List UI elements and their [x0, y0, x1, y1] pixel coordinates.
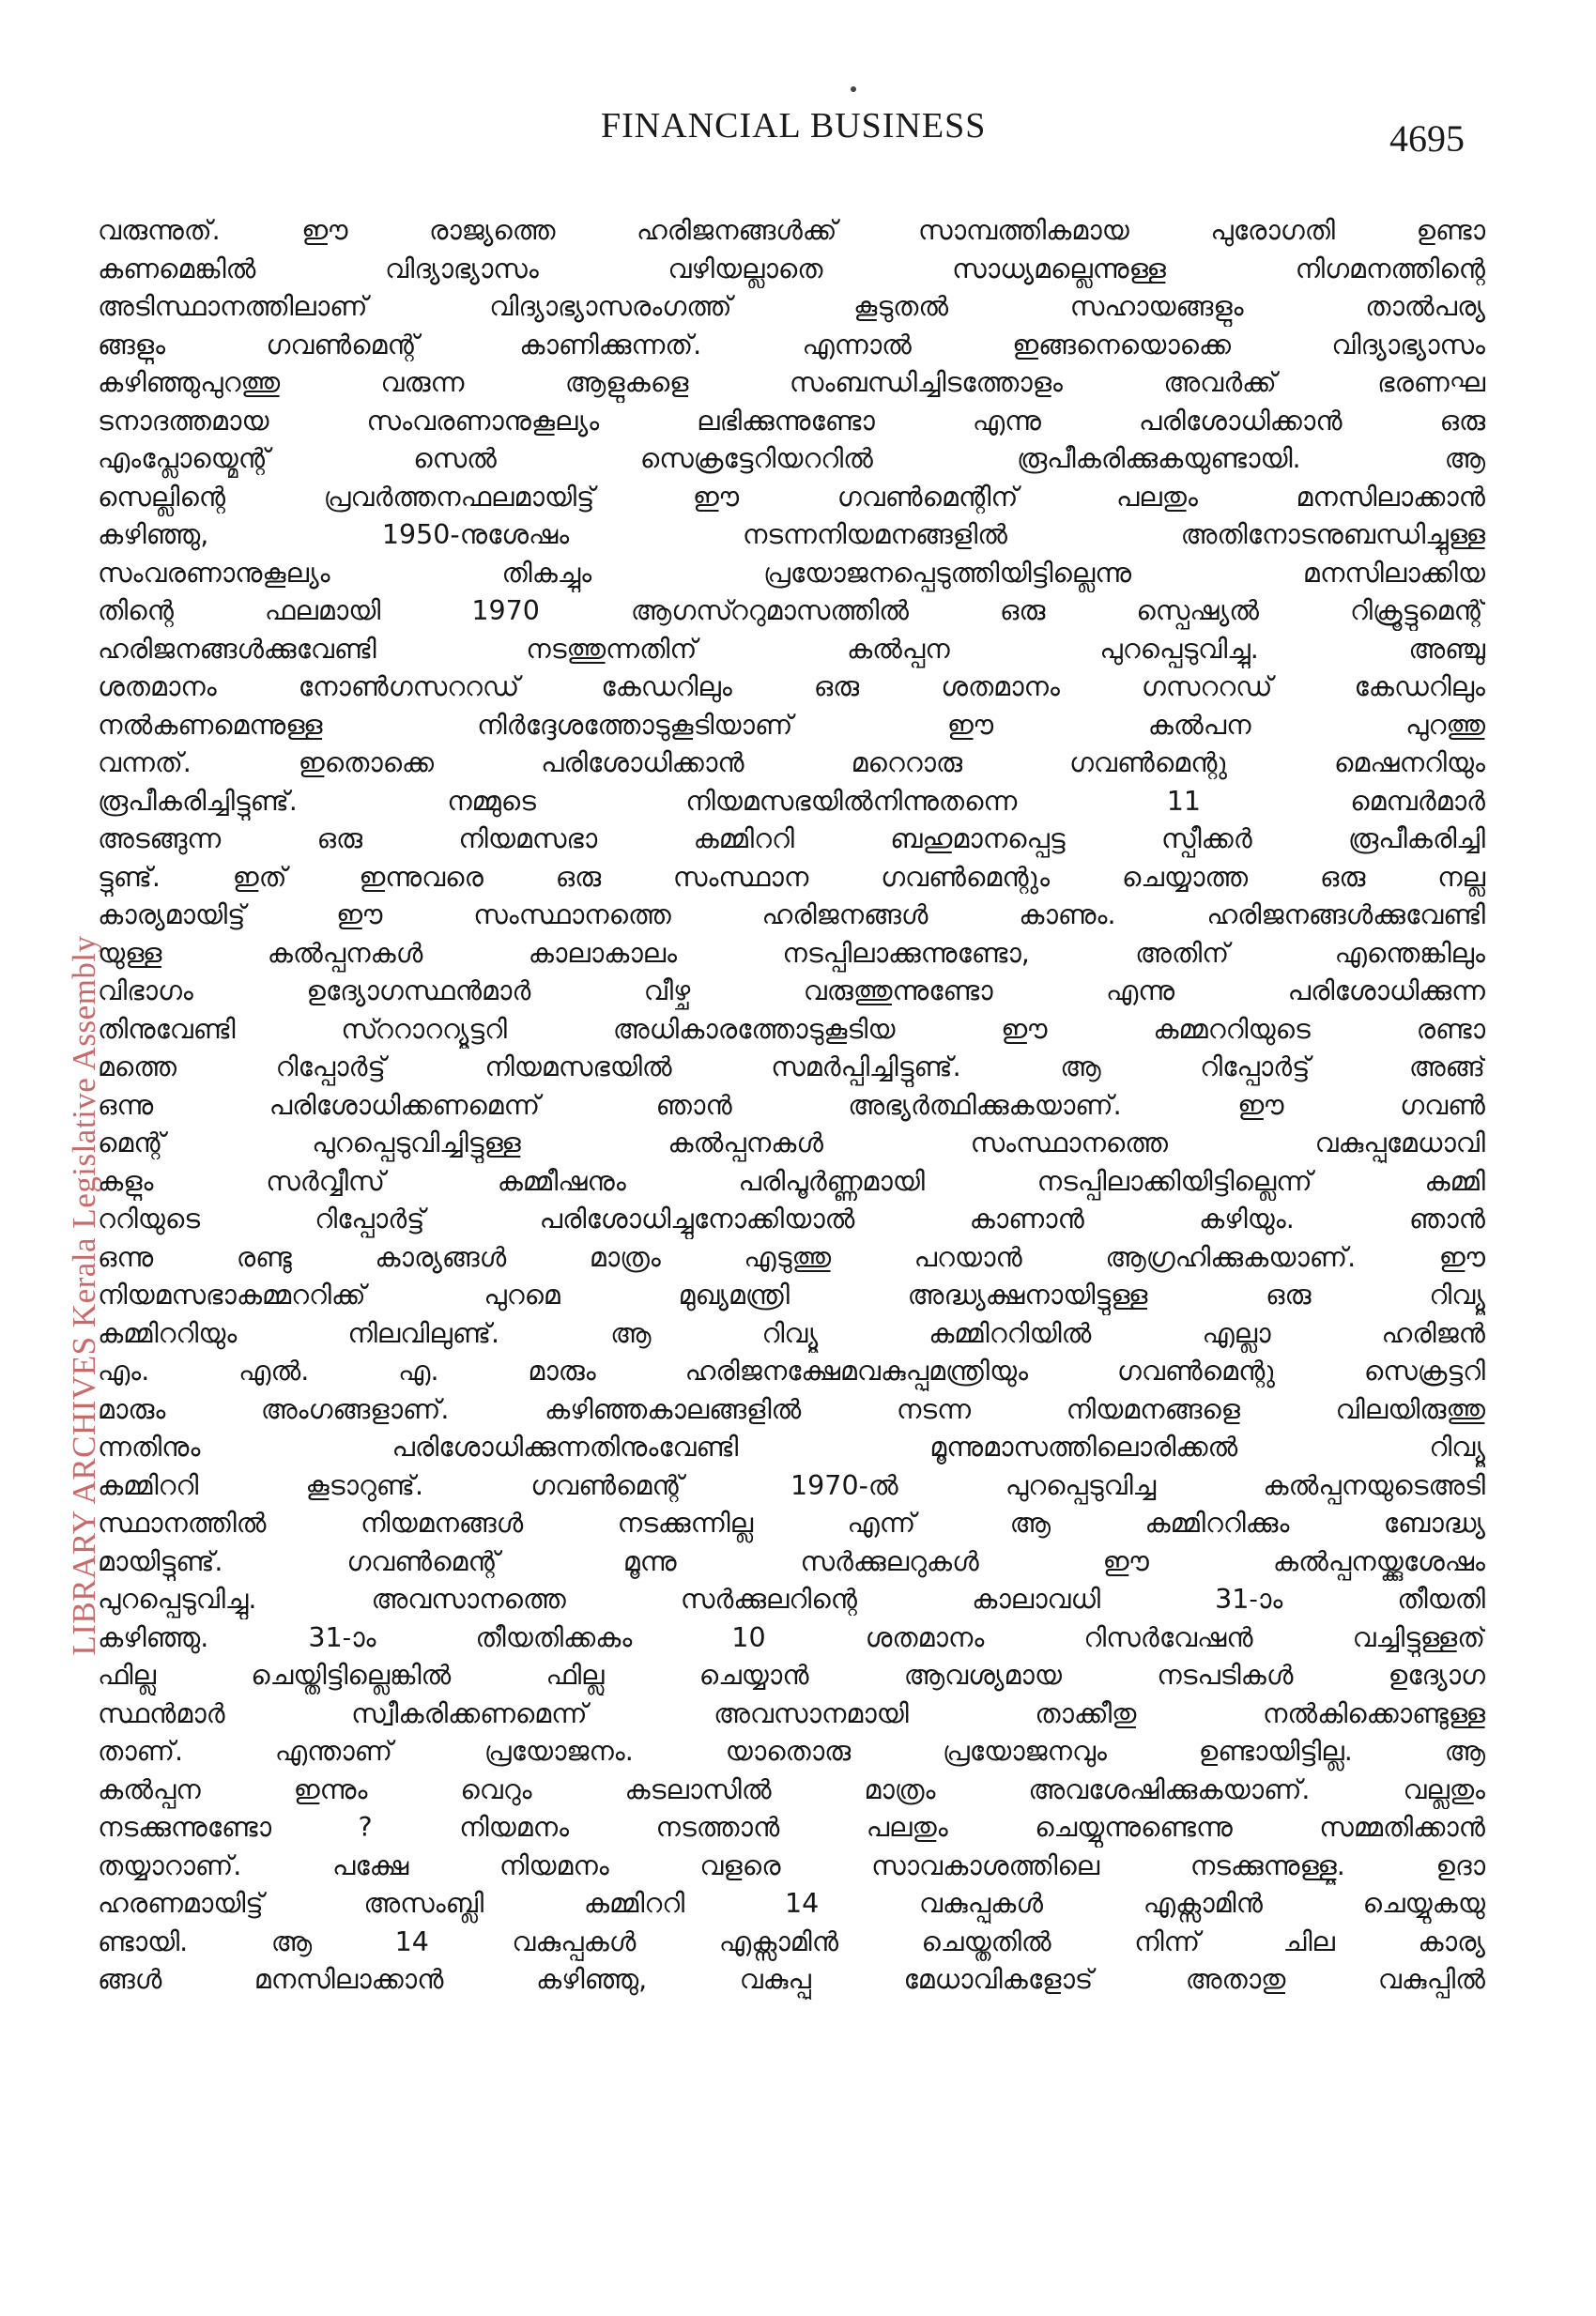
text-line: നിയമസഭാകമ്മററിക്ക് പുറമെ മുഖ്യമന്ത്രി അദ്ധ്യക്ഷനായിട്ടുള്ള ഒരു റിവ്യൂ [98, 1280, 1485, 1311]
text-line: ഒന്നു പരിശോധിക്കണമെന്ന് ഞാൻ അഭ്യർത്ഥിക്കുകയാണ്. ഈ ഗവൺ [98, 1089, 1485, 1121]
text-line: നടക്കുന്നുണ്ടോ ? നിയമനം നടത്താൻ പലതും ചെയ്യുന്നുണ്ടെന്നു സമ്മതിക്കാൻ [98, 1812, 1485, 1843]
body-paragraph [98, 212, 1485, 2000]
ink-dot [851, 86, 856, 92]
text-line: ഫില്ലു ചെയ്തിട്ടില്ലെങ്കിൽ ഫില്ലു ചെയ്യാൻ ആവശ്യമായ നടപടികൾ ഉദ്യോഗ [98, 1660, 1485, 1691]
text-line: നൽകണമെന്നുള്ള നിർദ്ദേശത്തോടുകൂടിയാണ് ഈ കൽപന പുറത്തു [98, 709, 1485, 741]
text-line: എം. എൽ. എ. മാരും ഹരിജനക്ഷേമവകുപ്പുമന്ത്രിയും ഗവൺമെന്റു സെക്രട്ടറി [98, 1356, 1485, 1387]
text-line: താണ്. എന്താണ് പ്രയോജനം. യാതൊരു പ്രയോജനവും ഉണ്ടായിട്ടില്ല. ആ [98, 1736, 1485, 1767]
page-title: FINANCIAL BUSINESS [601, 106, 987, 146]
text-line: സംവരണാനുകൂല്യം തികച്ചും പ്രയോജനപ്പെടുത്തിയിട്ടില്ലെന്നു മനസിലാക്കിയ [98, 557, 1485, 589]
text-line: കളും സർവ്വീസ് കമ്മീഷനും പരിപൂർണ്ണമായി നടപ്പിലാക്കിയിട്ടില്ലെന്ന് കമ്മി [98, 1165, 1485, 1197]
archive-watermark: LIBRARY ARCHIVES Kerala Legislative Assembly [66, 935, 102, 1656]
text-line: യുള്ള കൽപ്പനകൾ കാലാകാലം നടപ്പിലാക്കുന്നുണ്ടോ, അതിന് എന്തെങ്കിലും [98, 937, 1485, 969]
text-line: ററിയുടെ റിപ്പോർട്ട് പരിശോധിച്ചുനോക്കിയാൽ കാണാൻ കഴിയും. ഞാൻ [98, 1204, 1485, 1235]
text-line: ഹരിജനങ്ങൾക്കുവേണ്ടി നടത്തുന്നതിന് കൽപ്പന പുറപ്പെടുവിച്ചു. അഞ്ചു [98, 633, 1485, 665]
text-line: ന്നതിനും പരിശോധിക്കുന്നതിനുംവേണ്ടി മൂന്നുമാസത്തിലൊരിക്കൽ റിവ്യൂ [98, 1432, 1485, 1463]
text-line: രൂപീകരിച്ചിട്ടുണ്ട്. നമ്മുടെ നിയമസഭയിൽനിന്നുതന്നെ 11 മെമ്പർമാർ [98, 785, 1485, 817]
text-line: ഒന്നു രണ്ടു കാര്യങ്ങൾ മാത്രം എടുത്തു പറയാൻ ആഗ്രഹിക്കുകയാണ്. ഈ [98, 1241, 1485, 1273]
text-line: ങ്ങളും ഗവൺമെന്റ് കാണിക്കുന്നത്. എന്നാൽ ഇങ്ങനെയൊക്കെ വിദ്യാഭ്യാസം [98, 329, 1485, 360]
text-line: കഴിഞ്ഞു. 31-ാം തീയതിക്കകം 10 ശതമാനം റിസർവേഷൻ വച്ചിട്ടുള്ളത് [98, 1621, 1485, 1653]
text-line: മായിട്ടുണ്ട്. ഗവൺമെന്റ് മൂന്നു സർക്കുലറുകൾ ഈ കൽപ്പനയ്ക്കുശേഷം [98, 1545, 1485, 1577]
text-line: മാരും അംഗങ്ങളാണ്. കഴിഞ്ഞകാലങ്ങളിൽ നടന്ന നിയമനങ്ങളെ വിലയിരുത്തു [98, 1393, 1485, 1425]
text-line: ഹരണമായിട്ട് അസംബ്ലി കമ്മിററി 14 വകുപ്പുകൾ എക്സാമിൻ ചെയ്യുകയു [98, 1888, 1485, 1919]
text-line: കമ്മിററി കൂടാറുണ്ട്. ഗവൺമെന്റ് 1970-ൽ പുറപ്പെടുവിച്ച കൽപ്പനയുടെഅടി [98, 1469, 1485, 1501]
text-line: മെന്റ് പുറപ്പെടുവിച്ചിട്ടുള്ള കൽപ്പനകൾ സംസ്ഥാനത്തെ വകുപ്പുമേധാവി [98, 1127, 1485, 1158]
text-line: ങ്ങൾ മനസിലാക്കാൻ കഴിഞ്ഞു, വകുപ്പു മേധാവികളോട് അതാതു വകുപ്പിൽ [98, 1964, 1485, 1995]
running-header [0, 105, 1596, 161]
text-line: കഴിഞ്ഞുപുറത്തു വരുന്ന ആളുകളെ സംബന്ധിച്ചിടത്തോളം അവർക്ക് ഭരണഘ [98, 367, 1485, 398]
text-line: മത്തെ റിപ്പോർട്ട് നിയമസഭയിൽ സമർപ്പിച്ചിട്ടുണ്ട്. ആ റിപ്പോർട്ട് അങ്ങ് [98, 1051, 1485, 1082]
text-line: സെല്ലിന്റെ പ്രവർത്തനഫലമായിട്ട് ഈ ഗവൺമെന്റിന് പലതും മനസിലാക്കാൻ [98, 481, 1485, 513]
text-line: വന്നത്. ഇതൊക്കെ പരിശോധിക്കാൻ മറെറാരു ഗവൺമെന്റു മെഷനറിയും [98, 747, 1485, 778]
text-line: പുറപ്പെടുവിച്ചു. അവസാനത്തെ സർക്കുലറിന്റെ കാലാവധി 31-ാം തീയതി [98, 1584, 1485, 1615]
text-line: തിനുവേണ്ടി സ്ററാററ്യൂട്ടറി അധികാരത്തോടുകൂടിയ ഈ കമ്മററിയുടെ രണ്ടാ [98, 1013, 1485, 1045]
text-line: സ്ഥാനത്തിൽ നിയമനങ്ങൾ നടക്കുന്നില്ല എന്ന് ആ കമ്മിററിക്കും ബോദ്ധ്യ [98, 1508, 1485, 1539]
text-line: ട്ടുണ്ട്. ഇത് ഇന്നുവരെ ഒരു സംസ്ഥാന ഗവൺമെന്റും ചെയ്യാത്ത ഒരു നല്ല [98, 861, 1485, 893]
text-line: ണ്ടായി. ആ 14 വകുപ്പുകൾ എക്സാമിൻ ചെയ്തതിൽ നിന്ന് ചില കാര്യ [98, 1925, 1485, 1957]
text-line: കഴിഞ്ഞു, 1950-നുശേഷം നടന്നനിയമനങ്ങളിൽ അതിനോടനുബന്ധിച്ചുള്ള [98, 519, 1485, 550]
text-line: ടനാദത്തമായ സംവരണാനുകൂല്യം ലഭിക്കുന്നുണ്ടോ എന്നു പരിശോധിക്കാൻ ഒരു [98, 405, 1485, 437]
page-number: 4695 [1389, 117, 1465, 160]
text-line: എംപ്ലോയ്മെന്റ് സെൽ സെക്രട്ടേറിയററിൽ രൂപീകരിക്കുകയുണ്ടായി. ആ [98, 443, 1485, 474]
text-line: ശതമാനം നോൺഗസററഡ് കേഡറിലും ഒരു ശതമാനം ഗസററഡ് കേഡറിലും [98, 671, 1485, 702]
text-line: കാര്യമായിട്ട് ഈ സംസ്ഥാനത്തെ ഹരിജനങ്ങൾ കാണും. ഹരിജനങ്ങൾക്കുവേണ്ടി [98, 899, 1485, 930]
text-line: കമ്മിററിയും നിലവിലുണ്ട്. ആ റിവ്യൂ കമ്മിററിയിൽ എല്ലാ ഹരിജൻ [98, 1317, 1485, 1349]
text-line: വിഭാഗം ഉദ്യോഗസ്ഥൻമാർ വീഴ്ച വരുത്തുന്നുണ്ടോ എന്നു പരിശോധിക്കുന്ന [98, 975, 1485, 1006]
text-line: കൽപ്പന ഇന്നും വെറും കടലാസിൽ മാത്രം അവശേഷിക്കുകയാണ്. വല്ലതും [98, 1773, 1485, 1805]
text-line: തിന്റെ ഫലമായി 1970 ആഗസ്ററുമാസത്തിൽ ഒരു സ്പെഷ്യൽ റിക്രൂട്ടുമെന്റ് [98, 595, 1485, 626]
text-line: കണമെങ്കിൽ വിദ്യാഭ്യാസം വഴിയല്ലാതെ സാധ്യമല്ലെന്നുള്ള നിഗമനത്തിന്റെ [98, 253, 1485, 284]
text-line: തയ്യാറാണ്. പക്ഷേ നിയമനം വളരെ സാവകാശത്തിലെ നടക്കുന്നുള്ളൂ. ഉദാ [98, 1849, 1485, 1881]
text-line: വരുന്നുത്. ഈ രാജ്യത്തെ ഹരിജനങ്ങൾക്ക് സാമ്പത്തികമായ പുരോഗതി ഉണ്ടാ [98, 215, 1485, 246]
text-line: അടങ്ങുന്ന ഒരു നിയമസഭാ കമ്മിററി ബഹുമാനപ്പെട്ട സ്പീക്കർ രൂപീകരിച്ചി [98, 823, 1485, 854]
text-line: അടിസ്ഥാനത്തിലാണ് വിദ്യാഭ്യാസരംഗത്ത് കൂടുതൽ സഹായങ്ങളും താൽപര്യ [98, 291, 1485, 322]
text-line: സ്ഥൻമാർ സ്വീകരിക്കണമെന്ന് അവസാനമായി താക്കീതു നൽകിക്കൊണ്ടുള്ള [98, 1697, 1485, 1729]
